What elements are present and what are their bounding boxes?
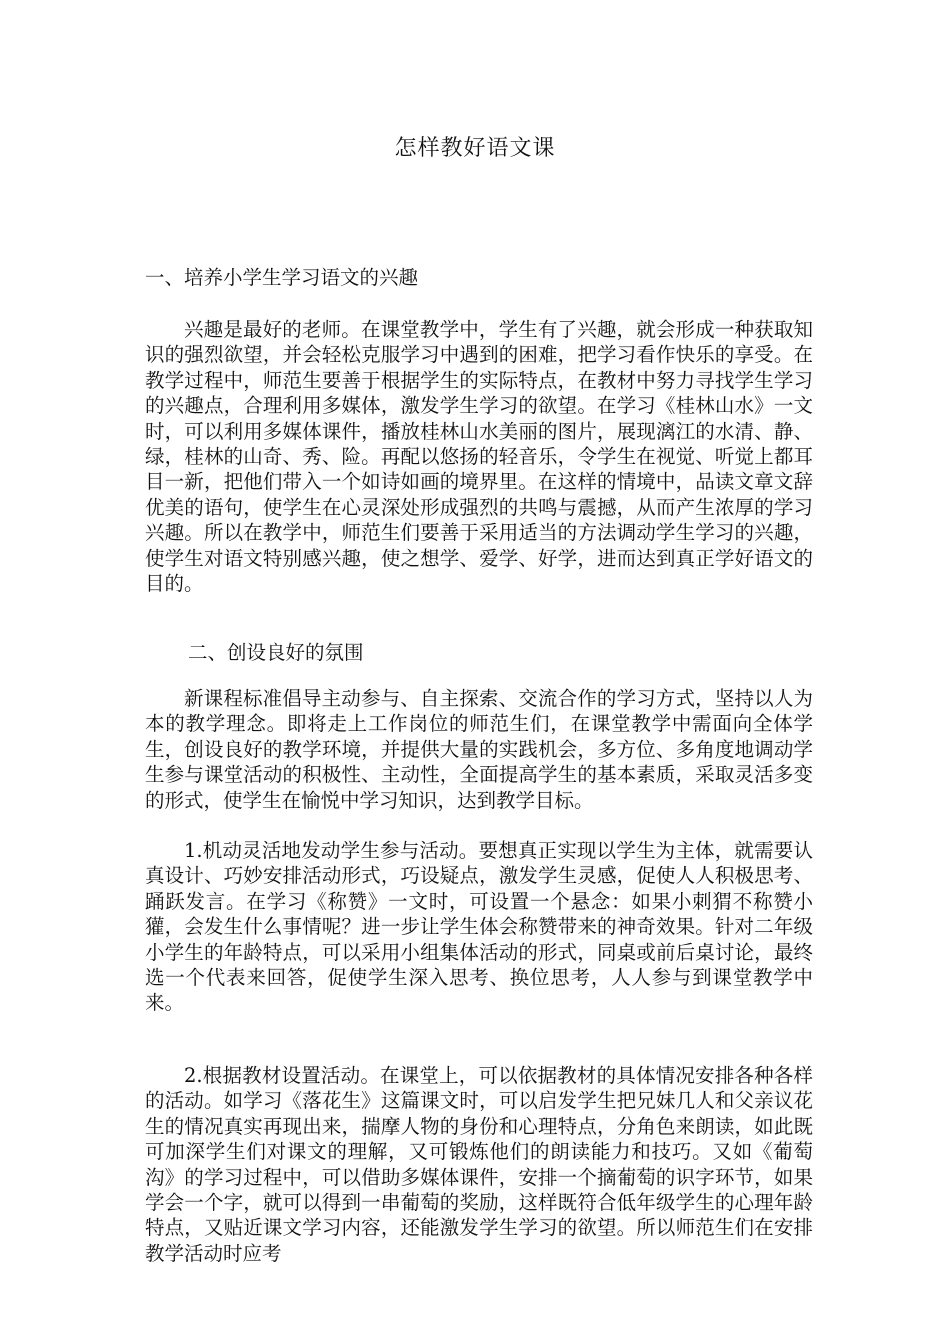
section-2-paragraph: 新课程标准倡导主动参与、自主探索、交流合作的学习方式，坚持以人为本的教学理念。即将走上工作岗位的师范生们，在课堂教学中需面向全体学生，创设良好的教学环境，并提供大量的实践机会，多方位、多角度地调动学生参与课堂活动的积极性、主动性，全面提高学生的基本素质，采取灵活多变的形式，使学生在愉悦中学习知识，达到教学目标。 — [145, 687, 813, 812]
section-2-heading: 二、创设良好的氛围 — [188, 641, 364, 664]
document-title: 怎样教好语文课 — [394, 136, 556, 161]
section-2-item-2: 2.根据教材设置活动。在课堂上，可以依据教材的具体情况安排各种各样的活动。如学习《落花生》这篇课文时，可以启发学生把兄妹几人和父亲议花生的情况真实再现出来，揣摩人物的身份和心理特点，分角色来朗读，如此既可加深学生们对课文的理解，又可锻炼他们的朗读能力和技巧。又如《葡萄沟》的学习过程中，可以借助多媒体课件，安排一个摘葡萄的识字环节，如果学会一个字，就可以得到一串葡萄的奖励，这样既符合低年级学生的心理年龄特点，又贴近课文学习内容，还能激发学生学习的欲望。所以师范生们在安排教学活动时应考 — [145, 1064, 813, 1265]
section-2-item-1: 1.机动灵活地发动学生参与活动。要想真正实现以学生为主体，就需要认真设计、巧妙安排活动形式，巧设疑点，激发学生灵感，促使人人积极思考、踊跃发言。在学习《称赞》一文时，可设置一个悬念：如果小刺猬不称赞小獾，会发生什么事情呢？进一步让学生体会称赞带来的神奇效果。针对二年级小学生的年龄特点，可以采用小组集体活动的形式，同桌或前后桌讨论，最终选一个代表来回答，促使学生深入思考、换位思考，人人参与到课堂教学中来。 — [145, 839, 813, 1015]
section-1-heading: 一、培养小学生学习语文的兴趣 — [145, 266, 419, 289]
section-1-paragraph: 兴趣是最好的老师。在课堂教学中，学生有了兴趣，就会形成一种获取知识的强烈欲望，并会轻松克服学习中遇到的困难，把学习看作快乐的享受。在教学过程中，师范生要善于根据学生的实际特点，在教材中努力寻找学生学习的兴趣点，合理利用多媒体，激发学生学习的欲望。在学习《桂林山水》一文时，可以利用多媒体课件，播放桂林山水美丽的图片，展现漓江的水清、静、绿，桂林的山奇、秀、险。再配以悠扬的轻音乐，令学生在视觉、听觉上都耳目一新，把他们带入一个如诗如画的境界里。在这样的情境中，品读文章文辞优美的语句，使学生在心灵深处形成强烈的共鸣与震撼，从而产生浓厚的学习兴趣。所以在教学中，师范生们要善于采用适当的方法调动学生学习的兴趣，使学生对语文特别感兴趣，使之想学、爱学、好学，进而达到真正学好语文的目的。 — [145, 318, 813, 596]
